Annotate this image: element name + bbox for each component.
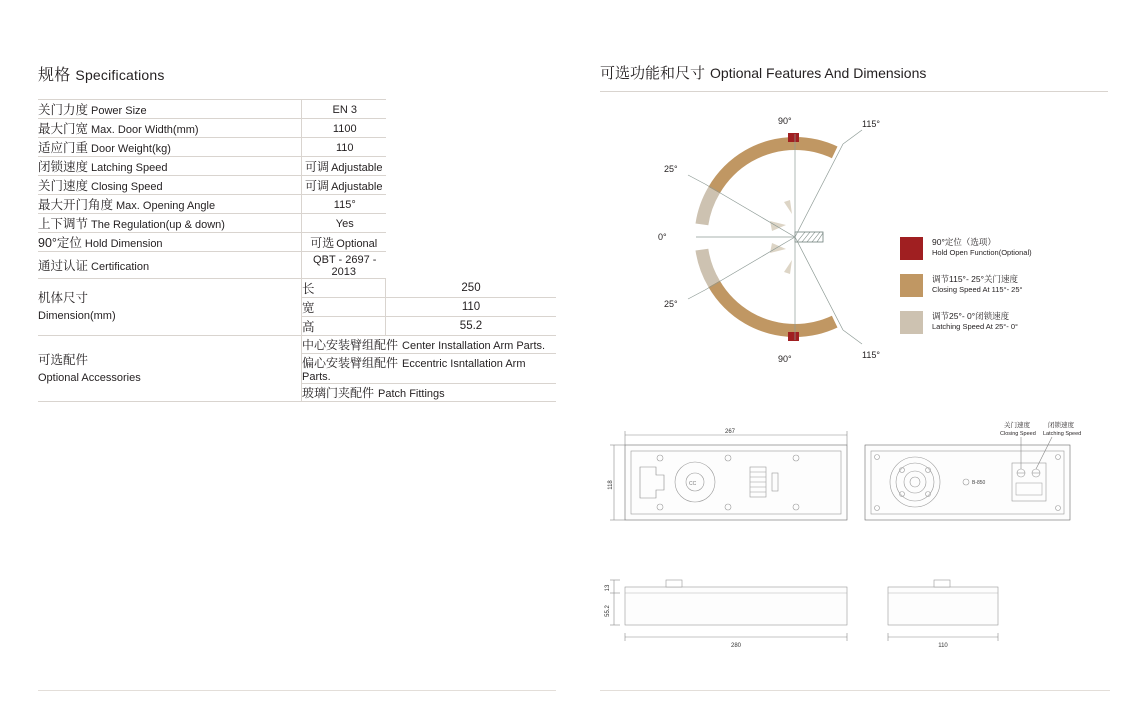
row-label-cn: 最大开门角度: [38, 198, 114, 212]
dimension-value: 110: [386, 298, 557, 317]
row-label-cn: 90°定位: [38, 236, 82, 250]
row-value-cn: 可调: [305, 178, 330, 193]
top-view-height-label: 118: [608, 480, 614, 490]
hold-open-marker-bottom: [788, 332, 799, 341]
legend-label-cn: 90°定位（选项）: [932, 237, 996, 247]
accessories-group-cn: 可选配件: [38, 352, 89, 367]
side-view-width-label: 280: [730, 643, 742, 649]
row-label: [38, 138, 302, 157]
angle-label-bottom-115: 115°: [862, 350, 880, 360]
callout-latching-speed-cn: 闭锁速度: [1048, 422, 1074, 429]
row-label-cn: 适应门重: [38, 141, 89, 155]
right-bottom-divider: [600, 690, 1110, 691]
accessory-item-cn: 偏心安装臂组配件: [302, 356, 399, 370]
optional-features-title-cn: 可选功能和尺寸: [600, 65, 706, 82]
accessories-group-en: Optional Accessories: [38, 371, 141, 384]
legend-swatch-closing: [900, 274, 923, 297]
row-label: [38, 157, 302, 176]
row-label: [38, 252, 302, 279]
row-value-en: QBT - 2697 - 2013: [313, 254, 377, 278]
accessories-group-label: [38, 336, 302, 402]
table-row: [38, 138, 556, 157]
row-label: [38, 176, 302, 195]
row-label: [38, 100, 302, 119]
optional-features-panel: [600, 62, 1110, 392]
drawing-top-view: [608, 429, 847, 520]
diagram-legend: [900, 237, 1105, 348]
optional-features-title: [600, 62, 1110, 83]
row-value: [302, 157, 386, 176]
top-view-body-mark: CC: [689, 481, 697, 487]
row-label-en: Max. Door Width(mm): [91, 124, 199, 136]
leader-lines: [688, 130, 862, 344]
row-value-en: 110: [335, 142, 354, 154]
row-label-en: Closing Speed: [91, 181, 163, 193]
legend-label-cn: 调节25°- 0°闭锁速度: [932, 311, 1010, 321]
side-view-height-label-1: 13: [605, 584, 611, 592]
angle-label-top-90: 90°: [778, 116, 792, 126]
accessory-item: [302, 354, 557, 384]
row-label-cn: 上下调节: [38, 217, 89, 231]
row-value: [302, 100, 386, 119]
dimension-group-en: Dimension(mm): [38, 310, 116, 323]
legend-label: [932, 311, 1018, 333]
row-value-en: Optional: [336, 237, 378, 250]
angle-label-top-115: 115°: [862, 119, 880, 129]
legend-label: [932, 274, 1023, 296]
row-value-en: EN 3: [332, 104, 357, 116]
specifications-title-en: Specifications: [75, 67, 165, 83]
specifications-panel: [38, 62, 556, 402]
dimension-sub-label: 高: [302, 317, 386, 336]
technical-drawings: [600, 415, 1120, 675]
callout-closing-speed-en: Closing Speed: [1000, 431, 1036, 437]
row-label: [38, 119, 302, 138]
angle-diagram-svg: [600, 92, 940, 392]
table-row: [38, 252, 556, 279]
row-value-en: Adjustable: [331, 161, 383, 174]
legend-label: [932, 237, 1032, 259]
dimension-group-label: [38, 279, 302, 336]
end-view-width-label: 110: [938, 643, 948, 649]
row-label: [38, 214, 302, 233]
legend-swatch-latching: [900, 311, 923, 334]
dimension-group-cn: 机体尺寸: [38, 291, 89, 306]
row-label-en: Max. Opening Angle: [116, 200, 216, 212]
drawing-end-view: [888, 580, 998, 649]
drawing-side-view: [605, 580, 847, 649]
row-label-cn: 最大门宽: [38, 122, 89, 136]
dimension-value: 250: [386, 279, 557, 298]
row-value-cn: 可选: [310, 235, 335, 250]
top-view-width-label: 267: [724, 429, 736, 435]
row-value-en: 1100: [332, 123, 357, 135]
table-row: [38, 157, 556, 176]
callout-closing-speed-cn: 关门速度: [1004, 422, 1030, 429]
table-row: [38, 233, 556, 252]
row-label-en: The Regulation(up & down): [91, 219, 225, 231]
row-value: [302, 119, 386, 138]
row-label-cn: 关门速度: [38, 179, 89, 193]
row-label-en: Latching Speed: [91, 162, 168, 174]
legend-swatch-hold-open: [900, 237, 923, 260]
accessory-item-cn: 玻璃门夹配件: [302, 386, 375, 400]
side-view-height-label-2: 55.2: [605, 605, 611, 617]
center-hub: [795, 232, 823, 242]
table-row: [38, 100, 556, 119]
row-value: [302, 214, 386, 233]
row-value: [302, 252, 386, 279]
row-label-en: Power Size: [91, 105, 147, 117]
row-label-cn: 通过认证: [38, 259, 89, 273]
table-row: [38, 119, 556, 138]
specifications-table: [38, 99, 556, 402]
row-value-cn: 可调: [305, 159, 330, 174]
row-label-en: Certification: [91, 261, 150, 273]
row-label-en: Hold Dimension: [84, 238, 163, 250]
row-label: [38, 195, 302, 214]
angle-label-left-25-bottom: 25°: [664, 299, 678, 309]
row-value-en: 115°: [333, 199, 356, 211]
specifications-title: [38, 62, 556, 85]
optional-features-title-en: Optional Features And Dimensions: [710, 65, 927, 81]
table-row: [38, 176, 556, 195]
row-label: [38, 233, 302, 252]
legend-item: [900, 274, 1105, 297]
drawing-bottom-view: [865, 420, 1081, 520]
accessory-item: [302, 336, 557, 354]
callout-latching-speed-en: Latching Speed: [1043, 431, 1082, 437]
legend-label-cn: 调节115°- 25°关门速度: [932, 274, 1018, 284]
row-value: [302, 195, 386, 214]
table-row: [38, 195, 556, 214]
legend-item: [900, 237, 1105, 260]
accessory-item: [302, 384, 557, 402]
bottom-view-model-label: B-850: [972, 480, 986, 486]
dimension-sub-label: 长: [302, 279, 386, 298]
accessory-item-cn: 中心安装臂组配件: [302, 338, 399, 352]
legend-label-en: Hold Open Function(Optional): [932, 248, 1032, 258]
row-label-cn: 闭锁速度: [38, 160, 89, 174]
accessory-item-en: Patch Fittings: [378, 388, 445, 400]
left-bottom-divider: [38, 690, 556, 691]
row-value: [302, 233, 386, 252]
row-label-en: Door Weight(kg): [91, 143, 171, 155]
row-label-cn: 关门力度: [38, 103, 89, 117]
accessory-item-en: Eccentric Isntallation Arm Parts.: [302, 358, 526, 383]
table-row: [38, 214, 556, 233]
legend-item: [900, 311, 1105, 334]
legend-label-en: Closing Speed At 115°- 25°: [932, 285, 1023, 295]
row-value-en: Adjustable: [331, 180, 383, 193]
angle-label-left-25-top: 25°: [664, 164, 678, 174]
legend-label-en: Latching Speed At 25°- 0°: [932, 322, 1019, 332]
row-value: [302, 176, 386, 195]
accessory-item-en: Center Installation Arm Parts.: [402, 340, 546, 352]
technical-drawings-svg: [600, 415, 1120, 675]
dimension-value: 55.2: [386, 317, 557, 336]
row-value-en: Yes: [335, 218, 354, 230]
angle-label-left-0: 0°: [658, 232, 667, 242]
specifications-title-cn: 规格: [38, 67, 71, 84]
row-value: [302, 138, 386, 157]
table-row-dimension: [38, 279, 556, 298]
table-row-accessory: [38, 336, 556, 354]
hold-open-marker-top: [788, 133, 799, 142]
dimension-sub-label: 宽: [302, 298, 386, 317]
angle-label-bottom-90: 90°: [778, 354, 792, 364]
angle-diagram: [600, 92, 1110, 392]
